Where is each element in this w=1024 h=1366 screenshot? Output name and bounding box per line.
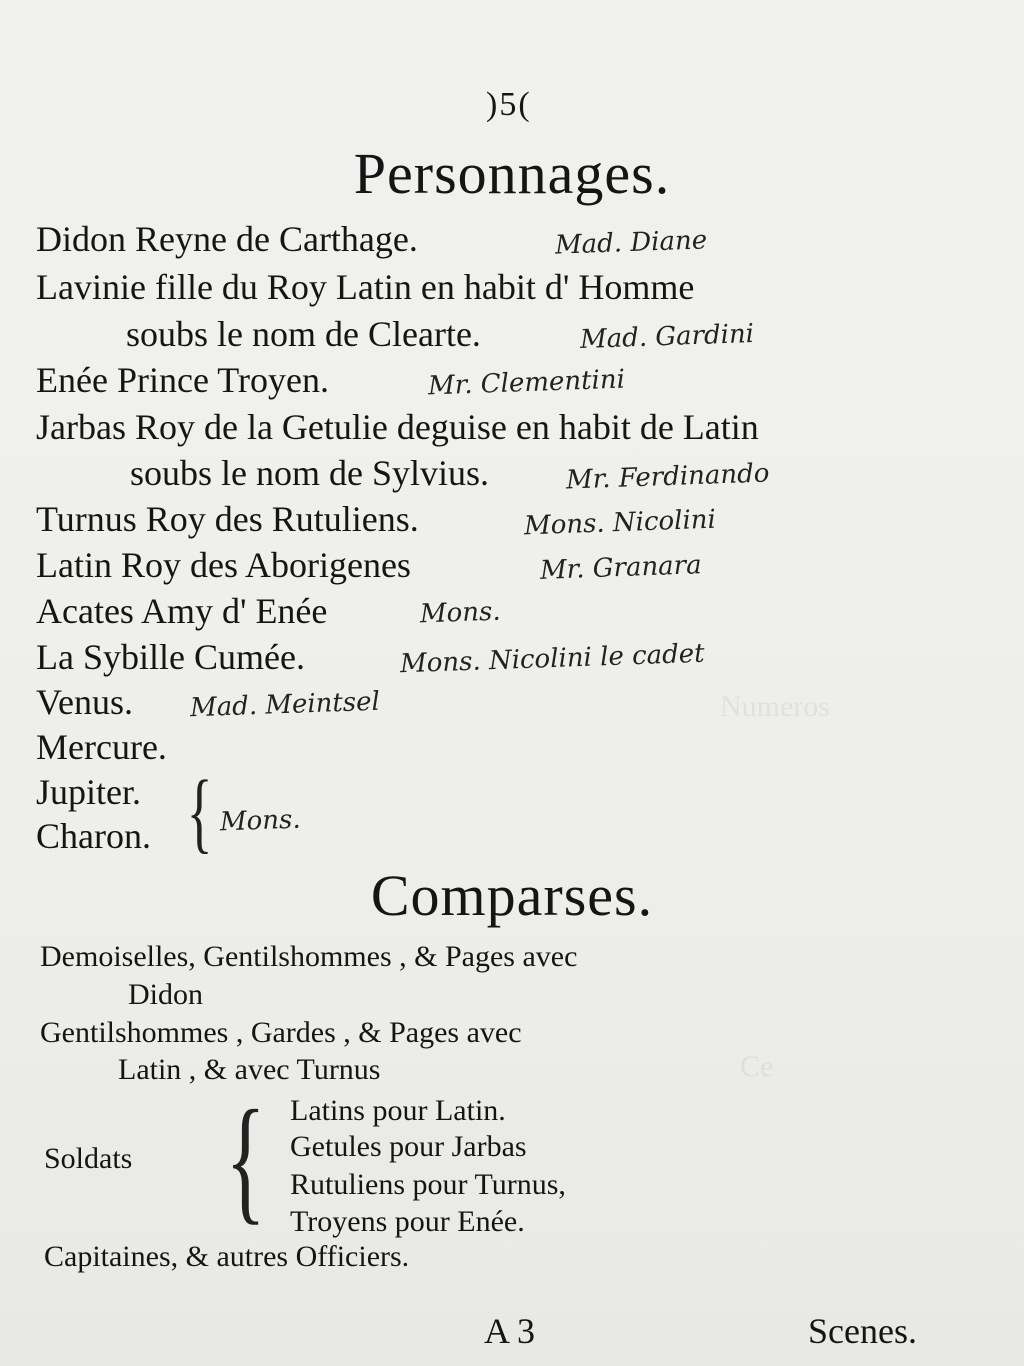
role-enee: Enée Prince Troyen. [36,360,329,400]
role-turnus: Turnus Roy des Rutuliens. [36,499,419,539]
personnages-heading: Personnages. [353,141,671,206]
role-acates: Acates Amy d' Enée [36,591,328,631]
soldats-item: Getules pour Jarbas [290,1130,527,1163]
handwritten-note: Mad. Gardini [579,318,755,356]
handwritten-note: Mr. Ferdinando [565,458,770,496]
handwritten-note: Mons. [219,804,302,838]
signature-mark: A 3 [484,1311,536,1351]
comparses-heading: Comparses. [370,863,654,928]
role-lavinie: Lavinie fille du Roy Latin en habit d' Homme [36,267,695,307]
soldats-label: Soldats [44,1142,133,1175]
handwritten-note: Mad. Meintsel [189,686,381,724]
catchword: Scenes. [808,1311,917,1351]
handwritten-note: Mr. Granara [539,550,703,586]
show-through-text: Ce [740,1050,774,1083]
page-number: )5( [486,86,532,123]
comparses-line: Demoiselles, Gentilshommes , & Pages avec [40,940,578,973]
soldats-item: Latins pour Latin. [290,1094,506,1127]
role-didon: Didon Reyne de Carthage. [36,219,418,259]
role-jarbas-cont: soubs le nom de Sylvius. [130,453,490,493]
role-jupiter: Jupiter. [36,772,141,812]
role-venus: Venus. [36,682,133,722]
role-charon: Charon. [36,816,151,856]
role-sybille: La Sybille Cumée. [36,637,305,677]
role-mercure: Mercure. [36,727,167,767]
role-jarbas: Jarbas Roy de la Getulie deguise en habit de Latin [36,407,759,447]
soldats-item: Troyens pour Enée. [290,1205,525,1238]
comparses-line: Didon [128,978,203,1011]
handwritten-brace: { [186,763,213,862]
role-latin: Latin Roy des Aborigenes [36,545,411,585]
handwritten-note: Mad. Diane [554,225,708,261]
handwritten-note: Mons. Nicolini le cadet [399,638,706,680]
role-lavinie-cont: soubs le nom de Clearte. [126,314,481,354]
brace: { [225,1082,266,1237]
show-through-text: Numeros [720,690,830,723]
handwritten-note: Mons. [419,596,502,630]
comparses-line: Latin , & avec Turnus [118,1053,381,1086]
soldats-item: Rutuliens pour Turnus, [290,1168,566,1201]
comparses-line: Gentilshommes , Gardes , & Pages avec [40,1016,522,1049]
handwritten-note: Mr. Clementini [427,364,626,402]
closing-line: Capitaines, & autres Officiers. [44,1240,410,1273]
handwritten-note: Mons. Nicolini [523,504,717,542]
